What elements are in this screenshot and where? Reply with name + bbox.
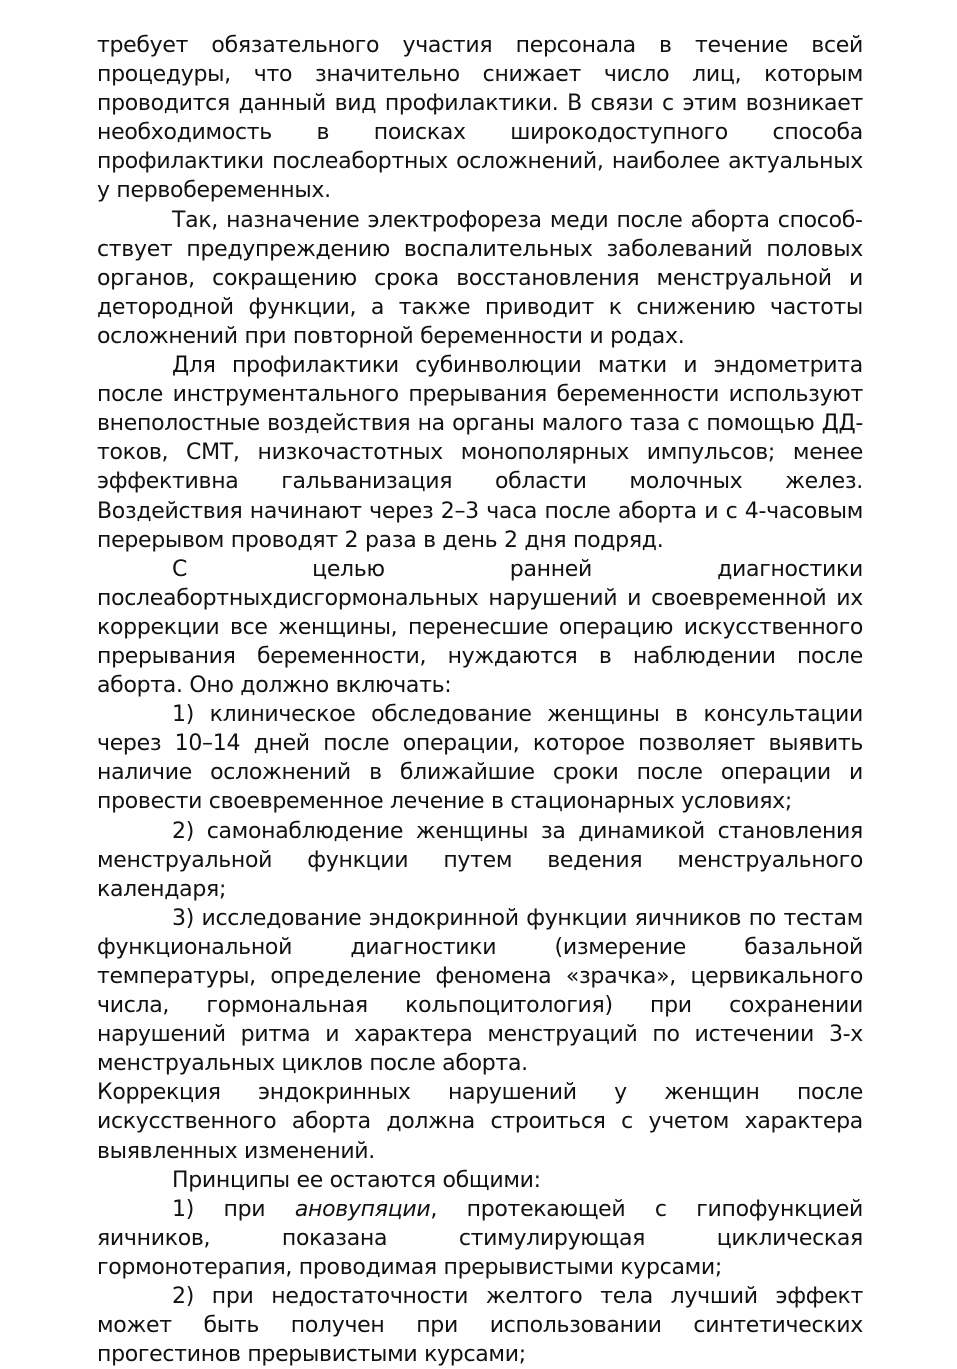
list-item-clinical-exam: 1) клиническое обследование женщины в консультации через 10–14 дней после операции, которое позволяет выявить наличие осложнений в ближайшие сроки после операции и провести своевременное лечение в стационарных условиях; xyxy=(97,702,863,815)
paragraph-intro: требует обязательного участия персонала в течение всей процедуры, что значительно снижает число лиц, которым проводится данный вид профилактики. В связи с этим возникает необходимость в поисках широкодоступного способа профилактики послеабортных осложнений, наиболее актуальных у первобеременных. xyxy=(97,33,863,204)
list-item-anovulation-text: , протекающей с гипофункцией яичников, показана стимулирующая циклическая гормонотерапия, проводимая прерывистыми курсами; xyxy=(97,1196,863,1280)
list-item-anovulation-prefix: 1) при xyxy=(172,1196,295,1222)
paragraph-correction: Коррекция эндокринных нарушений у женщин после искусственного аборта должна строиться с учетом характера выявленных изменений. xyxy=(97,1080,863,1164)
paragraph-diagnostics: С целью ранней диагностики послеабортныхдисгормональных нарушений и своевременной их коррекции все женщины, перенесшие операцию искусственного прерывания беременности, нуждаются в наблюдении после аборта. Оно должно включать: xyxy=(97,556,863,699)
paragraph-prophylaxis: Для профилактики субинволюции матки и эндометрита после инструментального прерывания беременности используют внеполостные воздействия на органы малого таза с помощью ДД-токов, СМТ, низкочастотных монополярных импульсов; менее эффективна гальванизация области молочных желез. Воздействия начинают через 2–3 часа после аборта и с 4-часовым перерывом проводят 2 раза в день 2 дня подряд. xyxy=(97,353,863,553)
paragraph-principles: Принципы ее остаются общими: xyxy=(172,1167,541,1193)
list-item-luteal-insufficiency: 2) при недостаточности желтого тела лучший эффект может быть получен при использовании синтетических прогестинов прерывистыми курсами; xyxy=(97,1284,863,1368)
list-item-self-observation: 2) самонаблюдение женщины за динамикой становления менструальной функции путем ведения менструального календаря; xyxy=(97,818,863,902)
document-page xyxy=(97,31,863,1369)
list-item-endocrine-study: 3) исследование эндокринной функции яичников по тестам функциональной диагностики (измерение базальной температуры, определение феномена «зрачка», цервикального числа, гормональная кольпоцитология) при сохранении нарушений ритма и характера менструаций по истечении 3-х менструальных циклов после аборта. xyxy=(97,905,863,1077)
paragraph-electrophoresis: Так, назначение электрофореза меди после аборта способствует предупреждению воспалительных заболеваний половых органов, сокращению срока восстановления менструальной и детородной функции, а также приводит к снижению частоты осложнений при повторной беременности и родах. xyxy=(97,207,863,349)
list-item-anovulation xyxy=(97,1195,863,1282)
term-anovulation: ановупяции xyxy=(294,1196,431,1222)
